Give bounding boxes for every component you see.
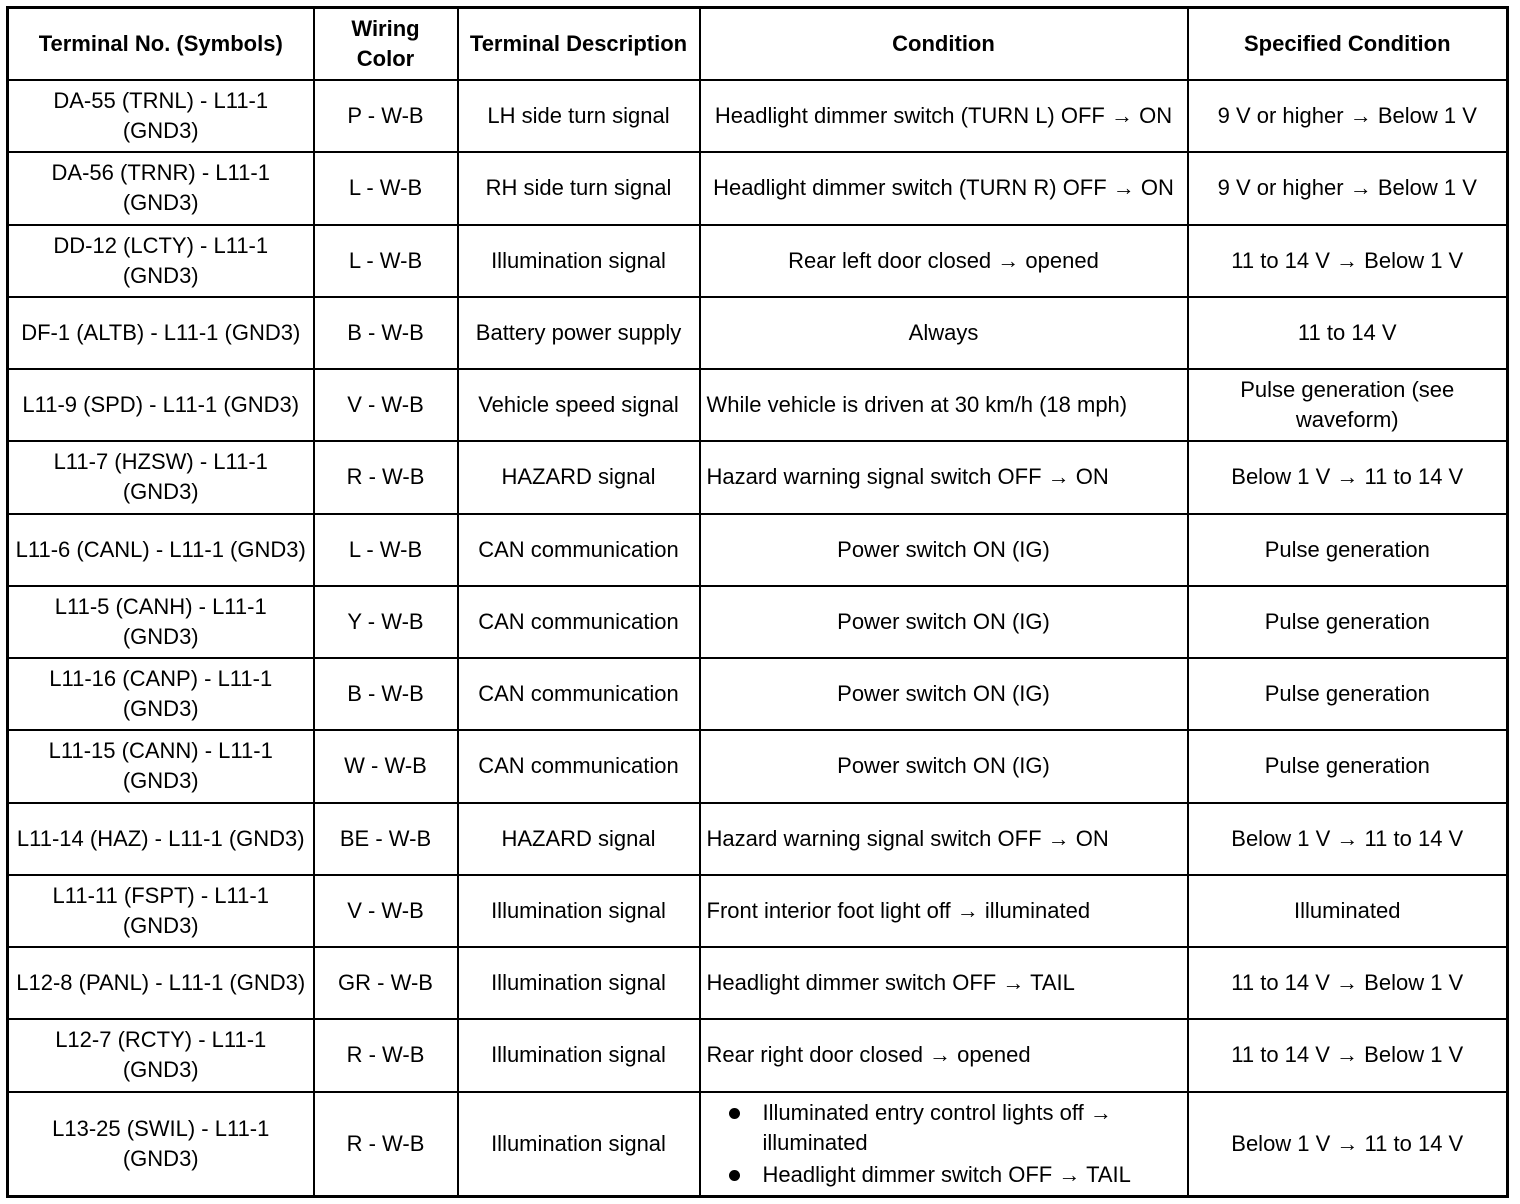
description-cell: CAN communication [458,514,700,586]
wiring-cell: L - W-B [314,225,458,297]
description-cell: LH side turn signal [458,80,700,152]
table-row [8,80,1508,152]
specified-cell: 11 to 14 V → Below 1 V [1188,947,1508,1019]
bullet-icon [729,1108,740,1119]
header-terminal: Terminal No. (Symbols) [8,8,314,81]
description-cell: Illumination signal [458,1092,700,1197]
condition-cell: Rear left door closed → opened [700,225,1188,297]
specified-cell: Below 1 V → 11 to 14 V [1188,1092,1508,1197]
specified-cell: 9 V or higher → Below 1 V [1188,80,1508,152]
bullet-text: Illuminated entry control lights off → illuminated [762,1099,1112,1155]
terminal-cell: L11-15 (CANN) - L11-1 (GND3) [8,730,314,802]
condition-cell: Headlight dimmer switch (TURN L) OFF → ON [700,80,1188,152]
description-cell: Vehicle speed signal [458,369,700,441]
wiring-cell: B - W-B [314,658,458,730]
table-row [8,441,1508,513]
terminal-spec-table [6,6,1509,1198]
terminal-cell: L11-14 (HAZ) - L11-1 (GND3) [8,803,314,875]
condition-cell: Rear right door closed → opened [700,1019,1188,1091]
condition-cell: Power switch ON (IG) [700,658,1188,730]
specified-cell: 11 to 14 V → Below 1 V [1188,225,1508,297]
condition-cell: Headlight dimmer switch (TURN R) OFF → ON [700,152,1188,224]
terminal-cell: DA-56 (TRNR) - L11-1 (GND3) [8,152,314,224]
condition-cell: Front interior foot light off → illuminated [700,875,1188,947]
terminal-cell: L13-25 (SWIL) - L11-1 (GND3) [8,1092,314,1197]
condition-cell [700,1092,1188,1197]
wiring-cell: V - W-B [314,875,458,947]
description-cell: CAN communication [458,658,700,730]
terminal-cell: L11-9 (SPD) - L11-1 (GND3) [8,369,314,441]
table-row [8,225,1508,297]
description-cell: CAN communication [458,730,700,802]
description-cell: Illumination signal [458,225,700,297]
header-terminal-description: Terminal Description [458,8,700,81]
terminal-cell: L12-7 (RCTY) - L11-1 (GND3) [8,1019,314,1091]
wiring-cell: B - W-B [314,297,458,369]
terminal-cell: L11-5 (CANH) - L11-1 (GND3) [8,586,314,658]
table-row [8,658,1508,730]
condition-cell: Hazard warning signal switch OFF → ON [700,441,1188,513]
table-row [8,152,1508,224]
wiring-cell: V - W-B [314,369,458,441]
wiring-cell: Y - W-B [314,586,458,658]
specified-cell: 9 V or higher → Below 1 V [1188,152,1508,224]
specified-cell: Pulse generation [1188,586,1508,658]
description-cell: Battery power supply [458,297,700,369]
specified-cell: Pulse generation (see waveform) [1188,369,1508,441]
table-row [8,730,1508,802]
description-cell: Illumination signal [458,947,700,1019]
header-specified-condition: Specified Condition [1188,8,1508,81]
specified-cell: Below 1 V → 11 to 14 V [1188,441,1508,513]
wiring-cell: L - W-B [314,152,458,224]
wiring-cell: GR - W-B [314,947,458,1019]
table-row [8,1092,1508,1197]
specified-cell: Pulse generation [1188,730,1508,802]
table-row [8,1019,1508,1091]
wiring-cell: R - W-B [314,1019,458,1091]
table-row [8,514,1508,586]
condition-bullet-item [729,1098,1181,1158]
specified-cell: Illuminated [1188,875,1508,947]
wiring-cell: BE - W-B [314,803,458,875]
table-row [8,803,1508,875]
terminal-cell: L12-8 (PANL) - L11-1 (GND3) [8,947,314,1019]
specified-cell: Pulse generation [1188,514,1508,586]
table-row [8,369,1508,441]
description-cell: Illumination signal [458,875,700,947]
description-cell: Illumination signal [458,1019,700,1091]
specified-cell: 11 to 14 V [1188,297,1508,369]
table-row [8,297,1508,369]
bullet-text: Headlight dimmer switch OFF → TAIL [762,1161,1131,1187]
condition-bullet-item [729,1160,1181,1190]
condition-cell: Hazard warning signal switch OFF → ON [700,803,1188,875]
wiring-cell: R - W-B [314,1092,458,1197]
condition-cell: Always [700,297,1188,369]
condition-cell: Power switch ON (IG) [700,730,1188,802]
wiring-cell: L - W-B [314,514,458,586]
terminal-cell: DD-12 (LCTY) - L11-1 (GND3) [8,225,314,297]
table-row [8,586,1508,658]
wiring-cell: R - W-B [314,441,458,513]
condition-cell: Power switch ON (IG) [700,514,1188,586]
description-cell: HAZARD signal [458,441,700,513]
terminal-cell: DA-55 (TRNL) - L11-1 (GND3) [8,80,314,152]
header-row [8,8,1508,81]
condition-cell: Power switch ON (IG) [700,586,1188,658]
specified-cell: Below 1 V → 11 to 14 V [1188,803,1508,875]
terminal-cell: L11-16 (CANP) - L11-1 (GND3) [8,658,314,730]
description-cell: HAZARD signal [458,803,700,875]
terminal-cell: L11-6 (CANL) - L11-1 (GND3) [8,514,314,586]
table-row [8,875,1508,947]
description-cell: CAN communication [458,586,700,658]
terminal-cell: L11-11 (FSPT) - L11-1 (GND3) [8,875,314,947]
specified-cell: 11 to 14 V → Below 1 V [1188,1019,1508,1091]
terminal-cell: L11-7 (HZSW) - L11-1 (GND3) [8,441,314,513]
wiring-cell: W - W-B [314,730,458,802]
bullet-icon [729,1170,740,1181]
terminal-cell: DF-1 (ALTB) - L11-1 (GND3) [8,297,314,369]
header-wiring-color: Wiring Color [314,8,458,81]
description-cell: RH side turn signal [458,152,700,224]
wiring-cell: P - W-B [314,80,458,152]
header-condition: Condition [700,8,1188,81]
condition-bullet-list [707,1098,1181,1190]
condition-cell: While vehicle is driven at 30 km/h (18 mph) [700,369,1188,441]
table-row [8,947,1508,1019]
specified-cell: Pulse generation [1188,658,1508,730]
condition-cell: Headlight dimmer switch OFF → TAIL [700,947,1188,1019]
